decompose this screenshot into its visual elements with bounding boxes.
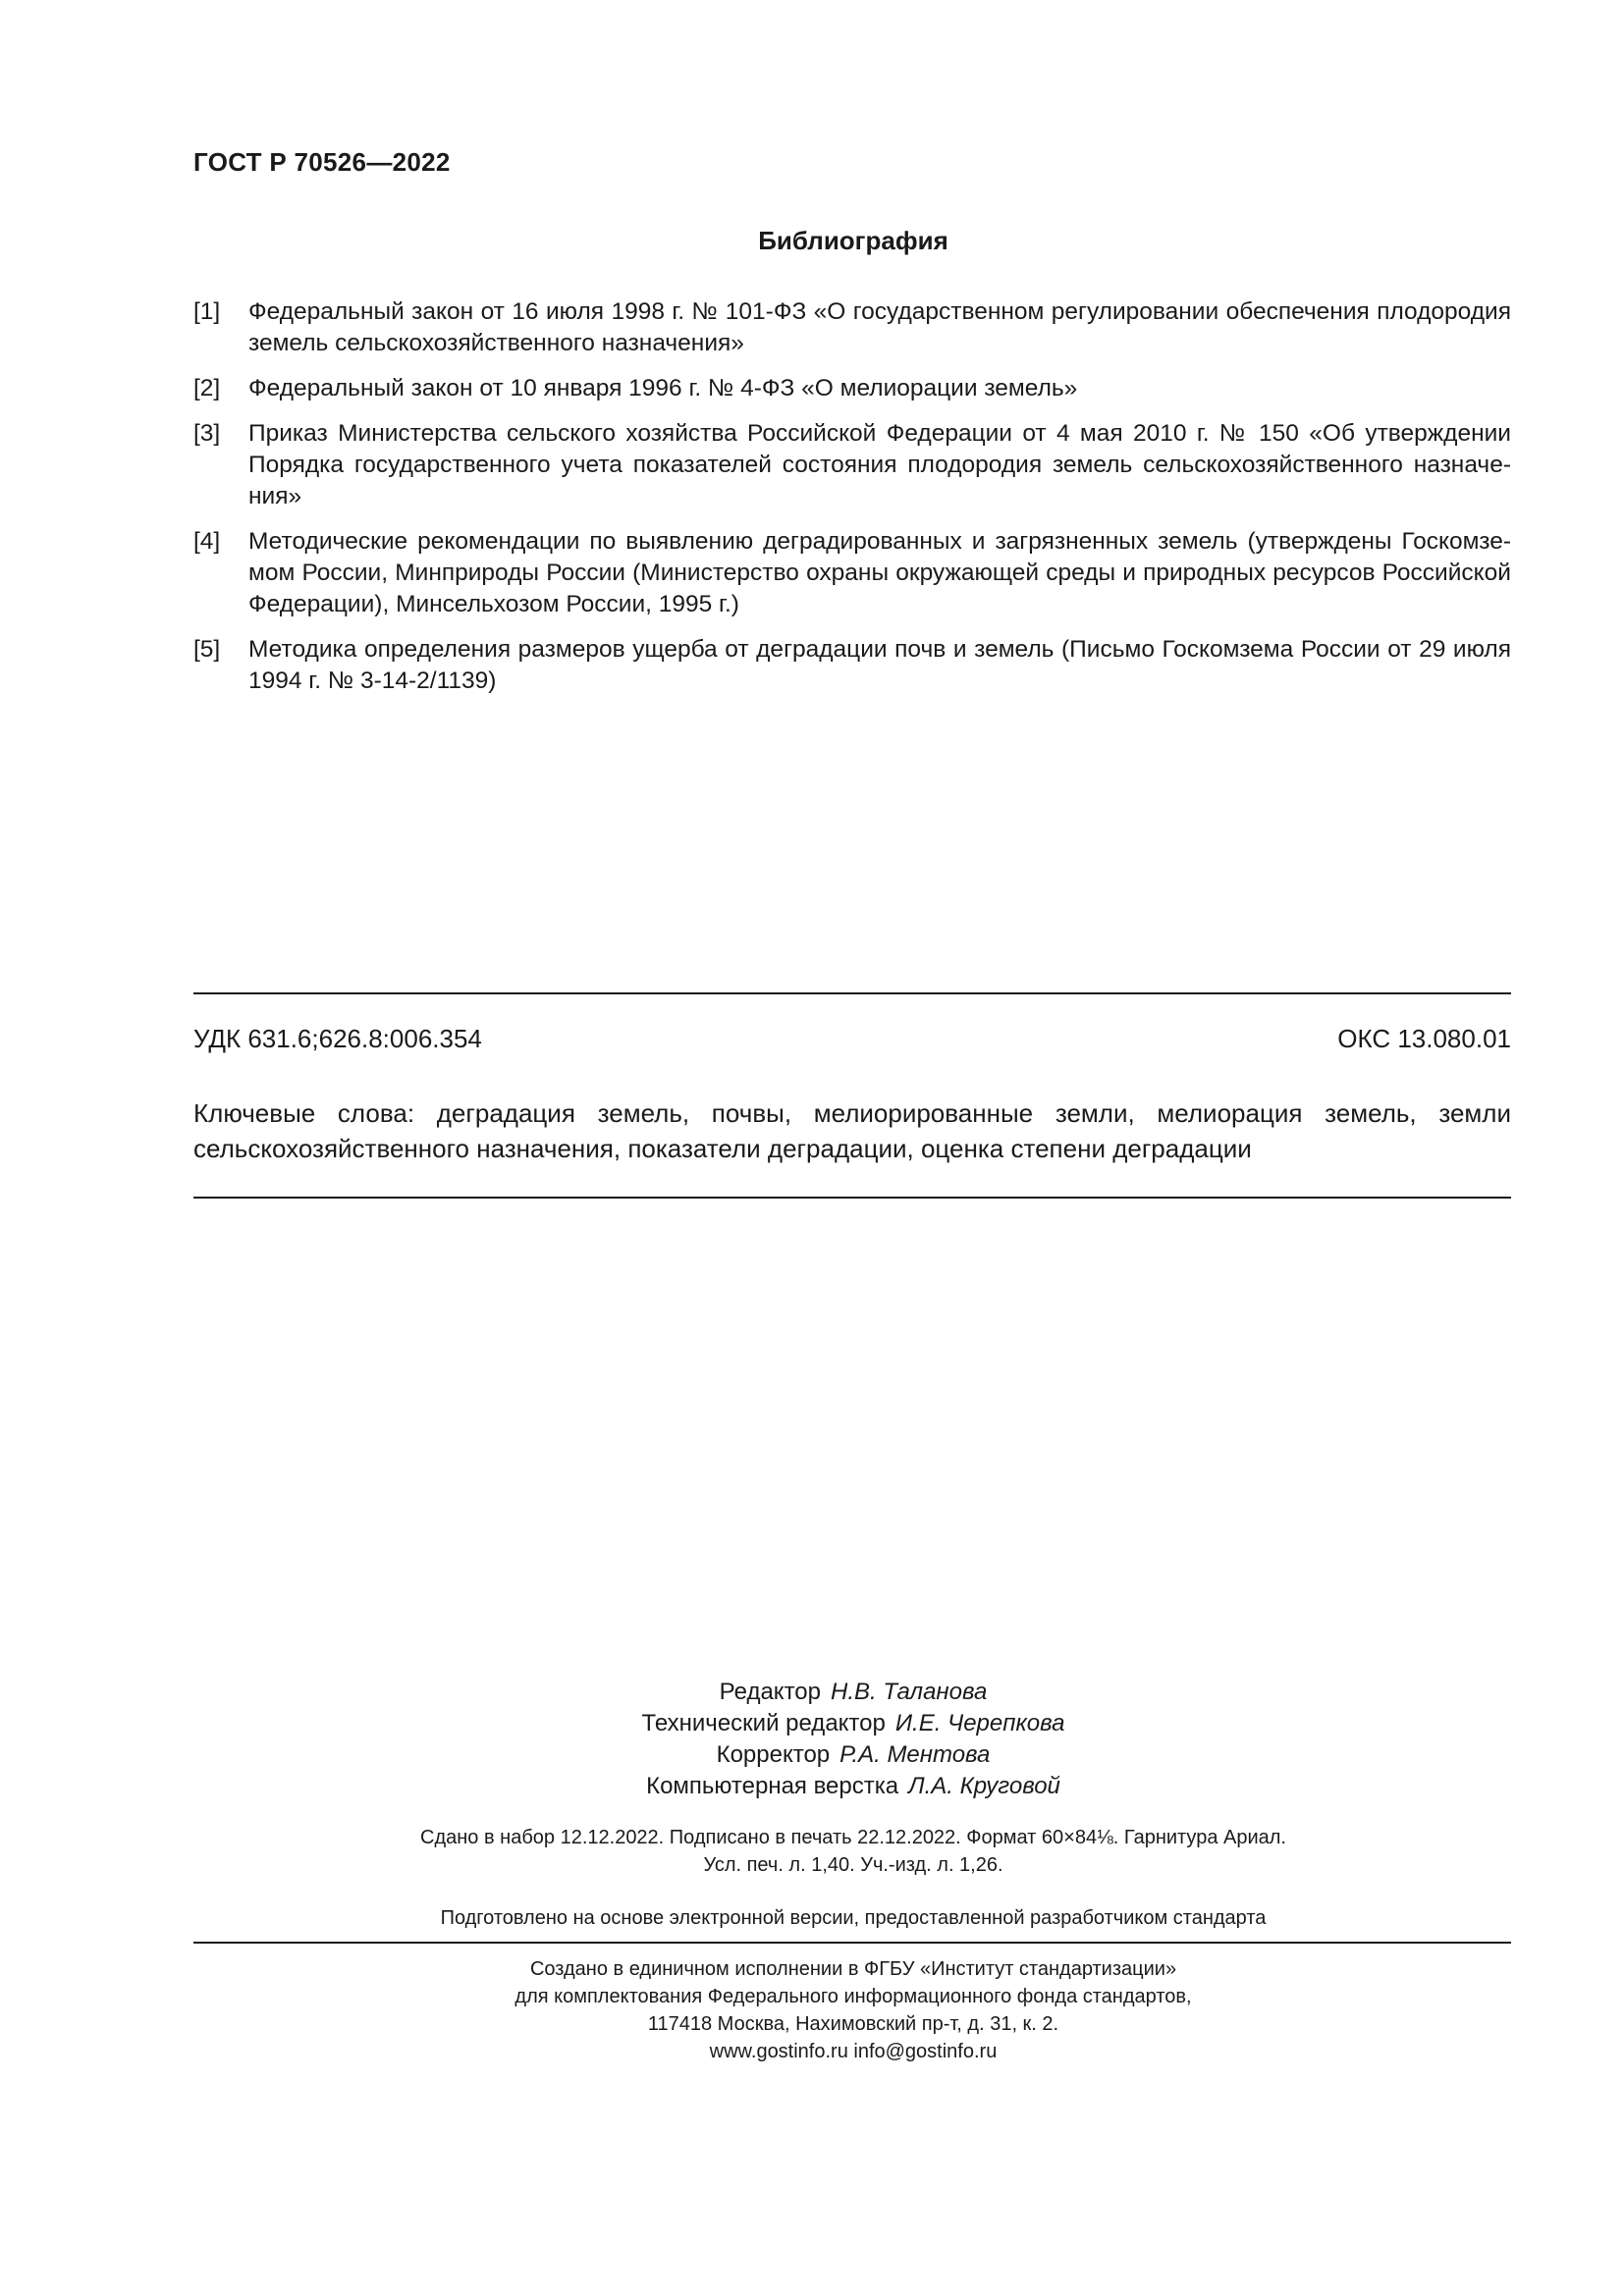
publisher-line-2: для комплектования Федерального информационного фонда стандартов,: [514, 1986, 1192, 2007]
credit-name: Н.В. Таланова: [830, 1679, 988, 1705]
bibliography-item: [193, 418, 1511, 512]
bibliography-item: [193, 373, 1511, 404]
bibliography-item-text: Федеральный закон от 16 июля 1998 г. № 101-ФЗ «О государственном регулировании обеспечения плодородия земель сельскохозяйственного назначения»: [248, 298, 1511, 356]
udk-code: УДК 631.6;626.8:006.354: [193, 1024, 482, 1053]
publisher-line-3: 117418 Москва, Нахимовский пр-т, д. 31, к. 2.: [647, 2013, 1059, 2035]
bibliography-list: [193, 296, 1511, 711]
bibliography-item-text: Приказ Министерства сельского хозяйства Российской Федерации от 4 мая 2010 г. № 150 «Об утверждении Порядка государственного учета показателей состояния плодородия земель сельскохозяйственного назначения»: [248, 420, 1511, 509]
publisher-links: www.gostinfo.ru info@gostinfo.ru: [709, 2041, 998, 2062]
credit-proofreader: [0, 1739, 1624, 1771]
credit-role: Компьютерная верстка: [646, 1773, 899, 1799]
document-code: ГОСТ Р 70526—2022: [193, 147, 451, 177]
credit-role: Корректор: [716, 1741, 831, 1768]
bibliography-item-text: Методика определения размеров ущерба от деградации почв и земель (Письмо Госкомзема России от 29 июля 1994 г. № 3-14-2/1139): [248, 636, 1511, 694]
bibliography-item-number: [4]: [193, 528, 221, 555]
bibliography-title: Библиография: [758, 226, 948, 255]
credit-role: Технический редактор: [641, 1710, 886, 1736]
credit-name: Р.А. Ментова: [839, 1741, 991, 1768]
bibliography-item-number: [3]: [193, 420, 221, 447]
bibliography-item-text: Федеральный закон от 10 января 1996 г. № 4-ФЗ «О мелиорации земель»: [248, 375, 1078, 401]
credit-layout: [0, 1771, 1624, 1802]
keywords: Ключевые слова: деградация земель, почвы, мелиорированные земли, мелиорация земель, земли сельскохозяйственного назначения, показатели деградации, оценка степени деградации: [193, 1098, 1511, 1163]
credit-name: Л.А. Круговой: [908, 1773, 1060, 1799]
bibliography-item: [193, 526, 1511, 620]
bibliography-item: [193, 634, 1511, 697]
bibliography-item-text: Методические рекомендации по выявлению деградированных и загрязненных земель (утверждены Госкомземом России, Минприроды России (Министерство охраны окружающей среды и природных ресурсов Российской Федерации), Минсельхозом России, 1995 г.): [248, 528, 1511, 617]
divider-top: [193, 992, 1511, 994]
bibliography-item-number: [1]: [193, 298, 221, 325]
bibliography-item-number: [2]: [193, 375, 221, 401]
divider-bottom: [193, 1942, 1511, 1944]
credit-editor: [0, 1677, 1624, 1708]
oks-code: ОКС 13.080.01: [1337, 1024, 1511, 1053]
credit-role: Редактор: [719, 1679, 821, 1705]
imprint-line-1: Сдано в набор 12.12.2022. Подписано в печать 22.12.2022. Формат 60×84⅛. Гарнитура Ариал.: [420, 1827, 1286, 1848]
bibliography-item-number: [5]: [193, 636, 221, 663]
prepared-note: Подготовлено на основе электронной версии, предоставленной разработчиком стандарта: [440, 1907, 1267, 1929]
editorial-credits: [0, 1677, 1624, 1802]
imprint-line-2: Усл. печ. л. 1,40. Уч.-изд. л. 1,26.: [703, 1854, 1003, 1876]
credit-name: И.Е. Черепкова: [894, 1710, 1065, 1736]
print-imprint: [0, 1824, 1624, 1879]
divider-keywords: [193, 1197, 1511, 1199]
bibliography-item: [193, 296, 1511, 359]
credit-technical-editor: [0, 1708, 1624, 1739]
publisher-info: [0, 1955, 1624, 2065]
publisher-line-1: Создано в единичном исполнении в ФГБУ «Институт стандартизации»: [529, 1958, 1177, 1980]
